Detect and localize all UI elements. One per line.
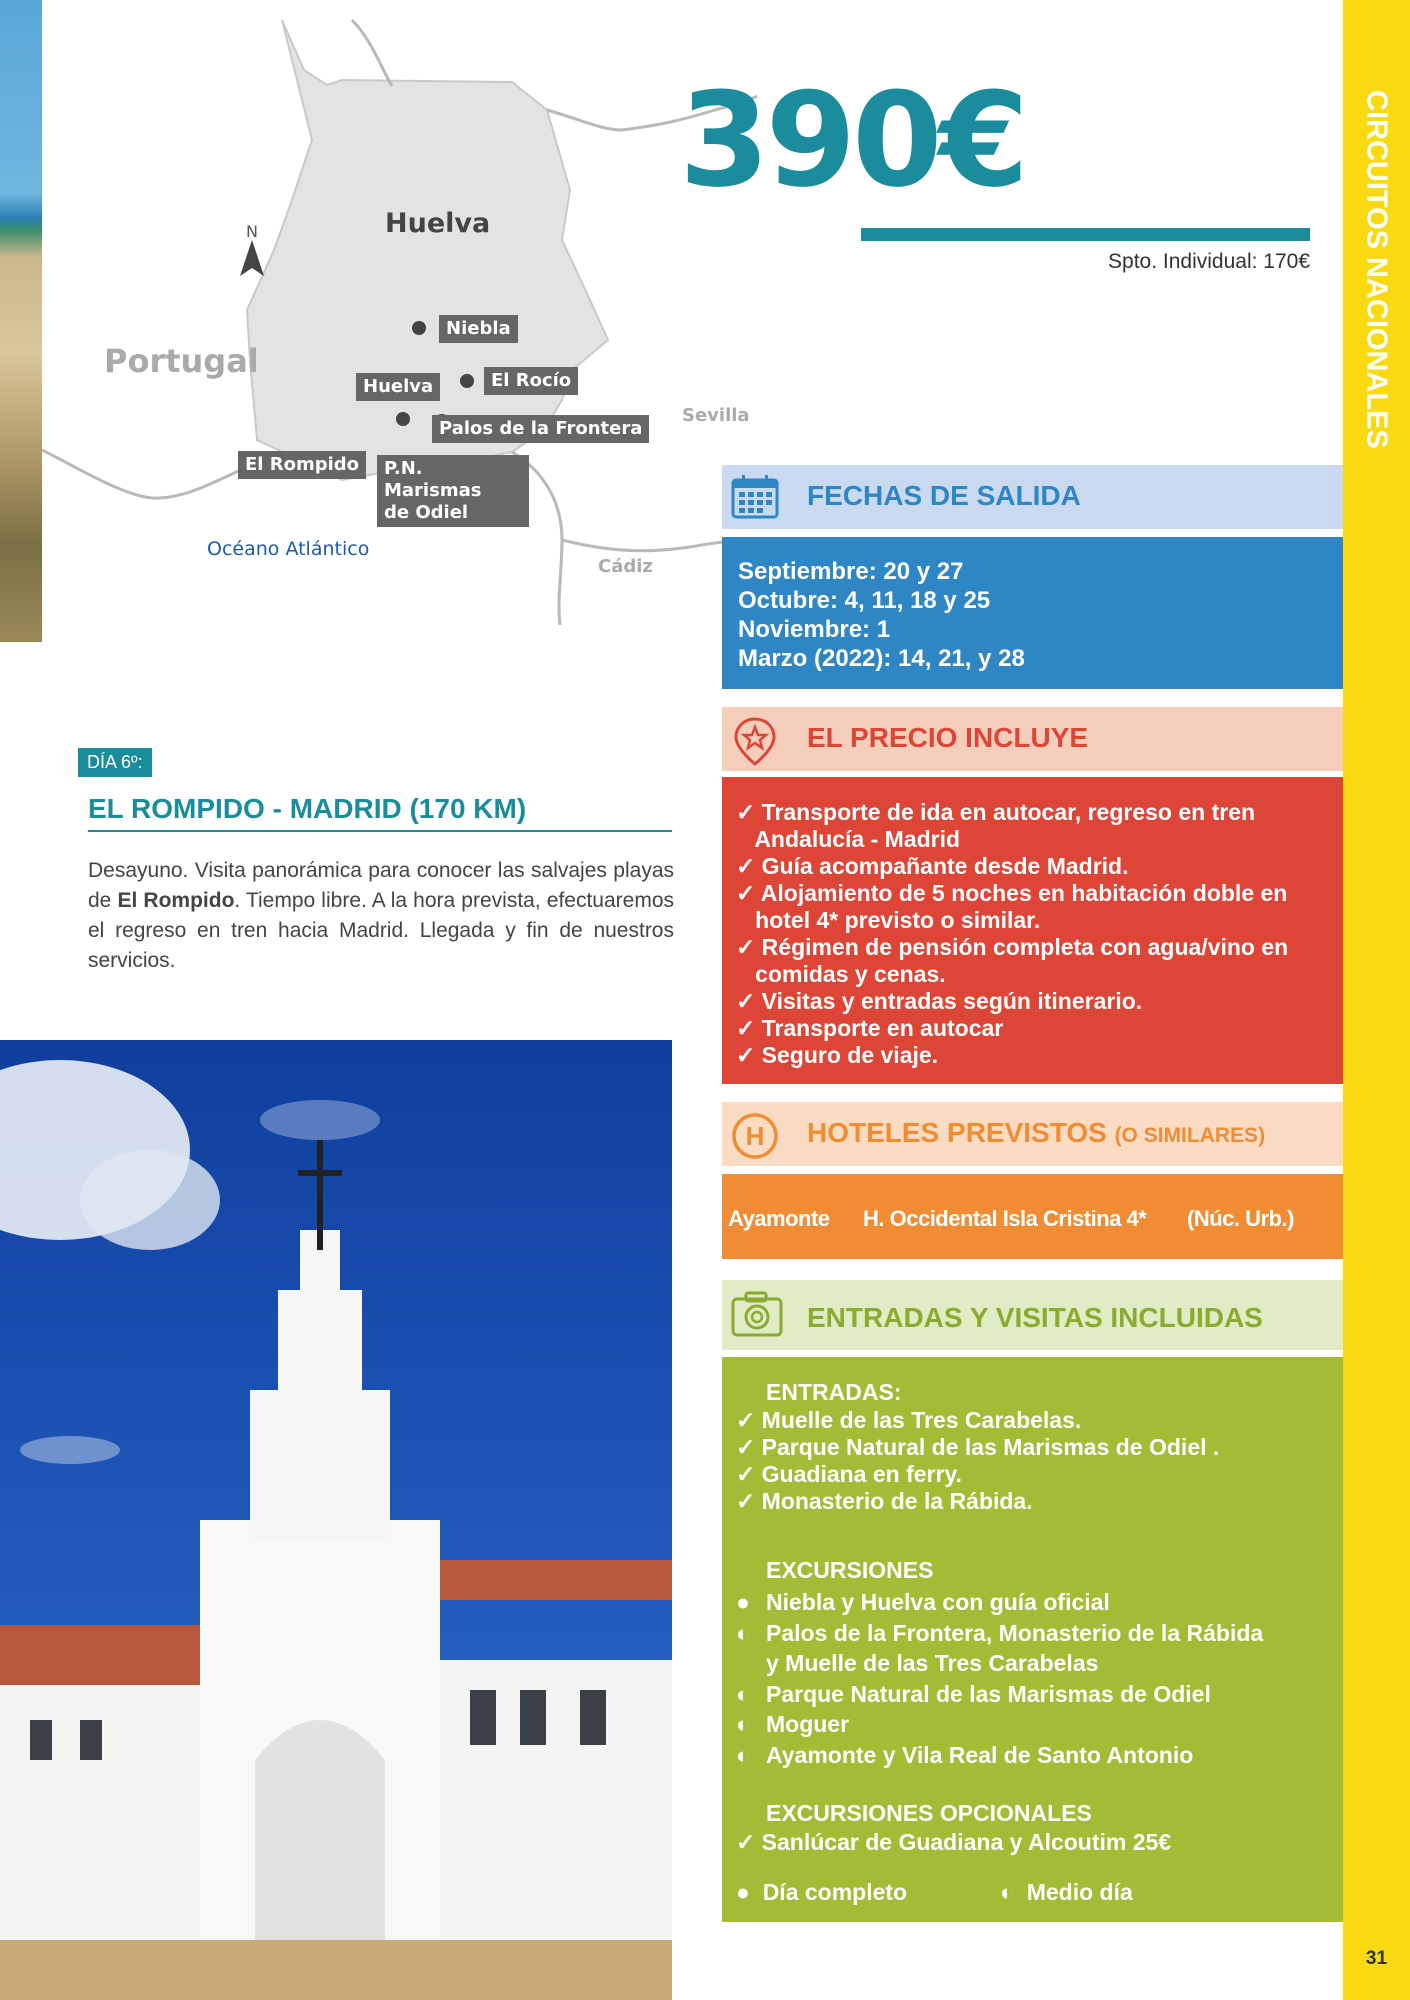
incluye-line: ✓ Régimen de pensión completa con agua/vino en <box>736 934 1289 960</box>
legend-half-label: Medio día <box>1026 1879 1133 1905</box>
incluye-line: ✓ Transporte de ida en autocar, regreso en tren <box>736 799 1256 825</box>
hoteles-box <box>722 1174 1343 1259</box>
incluye-line: comidas y cenas. <box>736 961 946 987</box>
incluye-line: Andalucía - Madrid <box>736 826 961 852</box>
fechas-line: Noviembre: 1 <box>738 616 891 643</box>
entradas-title: ENTRADAS Y VISITAS INCLUIDAS <box>807 1302 1263 1333</box>
entradas-item-line: ✓ Parque Natural de las Marismas de Odiel . <box>736 1434 1220 1460</box>
opcionales-list <box>736 1829 1171 1856</box>
day-title: EL ROMPIDO - MADRID (170 KM) <box>88 793 527 824</box>
incluye-line: hotel 4* previsto o similar. <box>736 907 1041 933</box>
svg-text:H: H <box>745 1121 765 1151</box>
excursion-item <box>736 1679 1263 1710</box>
excursion-text: Palos de la Frontera, Monasterio de la Rábida <box>766 1619 1264 1646</box>
fechas-box <box>722 537 1343 689</box>
excursion-text: Niebla y Huelva con guía oficial <box>766 1589 1110 1615</box>
map-place-palos: Palos de la Frontera <box>432 415 649 443</box>
map-sevilla-label: Sevilla <box>682 405 750 426</box>
incluye-line: ✓ Alojamiento de 5 noches en habitación doble en <box>736 880 1288 906</box>
section-label: CIRCUITOS NACIONALES <box>1360 90 1393 449</box>
price-amount: 390€ <box>679 64 1025 216</box>
excursion-text: y Muelle de las Tres Carabelas <box>766 1650 1099 1676</box>
half-day-icon: ◐ <box>736 1711 750 1737</box>
fechas-line: Septiembre: 20 y 27 <box>738 558 964 585</box>
entradas-item-line: ✓ Guadiana en ferry. <box>736 1461 962 1487</box>
calendar-icon <box>730 474 780 520</box>
day-text-after: . Tiempo libre. A la hora prevista, efectuaremos el regreso en tren hacia Madrid. Llegada y fin de nuestros servicios. <box>88 889 674 972</box>
hoteles-title-small: (O SIMILARES) <box>1114 1124 1266 1147</box>
excursion-item <box>736 1740 1263 1771</box>
hotel-name: H. Occidental Isla Cristina 4* <box>863 1206 1147 1231</box>
hoteles-title-wrap <box>807 1117 1265 1149</box>
day-badge: DÍA 6º: <box>78 748 152 777</box>
map-ocean-label: Océano Atlántico <box>207 538 370 560</box>
north-label: N <box>246 222 258 241</box>
incluye-title: EL PRECIO INCLUYE <box>807 722 1089 753</box>
hoteles-title: HOTELES PREVISTOS <box>807 1117 1107 1148</box>
day-description <box>88 856 674 976</box>
half-day-icon: ◐ <box>736 1741 750 1768</box>
section-side-band <box>1343 0 1410 2000</box>
fechas-title: FECHAS DE SALIDA <box>807 480 1081 511</box>
page-number: 31 <box>1365 1948 1388 1969</box>
region-map <box>42 0 762 640</box>
day-title-rule <box>88 830 672 832</box>
church-illustration <box>0 1040 672 2000</box>
excursion-text: Moguer <box>766 1711 850 1737</box>
excursion-text: Ayamonte y Vila Real de Santo Antonio <box>766 1741 1194 1768</box>
excursion-item <box>736 1648 1263 1679</box>
map-place-el-rocio: El Rocío <box>484 367 578 395</box>
entradas-header <box>722 1280 1343 1350</box>
incluye-header <box>722 707 1343 771</box>
opcional-item-line: ✓ Sanlúcar de Guadiana y Alcoutim 25€ <box>736 1829 1172 1855</box>
fechas-header <box>722 465 1343 529</box>
beach-photo-strip <box>0 0 42 642</box>
excursion-item <box>736 1587 1263 1618</box>
map-region-label: Huelva <box>385 208 491 239</box>
hotel-city: Ayamonte <box>728 1206 830 1231</box>
single-supplement: Spto. Individual: 170€ <box>1108 250 1310 273</box>
map-place-pn-line2: de Odiel <box>384 502 469 523</box>
day-text-bold: El Rompido <box>117 889 235 912</box>
excursiones-heading: EXCURSIONES <box>766 1557 934 1583</box>
hotel-location: (Núc. Urb.) <box>1187 1206 1294 1231</box>
map-portugal-label: Portugal <box>104 342 259 380</box>
price-divider <box>861 228 1310 241</box>
fechas-line: Marzo (2022): 14, 21, y 28 <box>738 645 1025 672</box>
map-place-pn-marismas <box>377 455 529 527</box>
hotel-icon <box>730 1111 780 1157</box>
star-badge-icon <box>730 716 780 762</box>
church-photo <box>0 1040 672 2000</box>
map-place-huelva: Huelva <box>356 373 440 401</box>
map-place-niebla: Niebla <box>439 315 518 343</box>
half-day-icon: ◐ <box>736 1680 750 1707</box>
legend-full-day <box>736 1879 907 1906</box>
day-text-before: Desayuno. Visita panorámica para conocer las salvajes playas de <box>88 859 674 912</box>
half-day-icon: ◐ <box>1000 1879 1014 1905</box>
incluye-line: ✓ Visitas y entradas según itinerario. <box>736 988 1143 1014</box>
excursion-item <box>736 1618 1263 1649</box>
entradas-list <box>736 1407 1219 1515</box>
entradas-item-line: ✓ Monasterio de la Rábida. <box>736 1488 1033 1514</box>
full-day-icon: ● <box>736 1879 750 1905</box>
excursion-item <box>736 1709 1263 1740</box>
incluye-line: ✓ Guía acompañante desde Madrid. <box>736 853 1129 879</box>
entradas-heading: ENTRADAS: <box>766 1379 902 1405</box>
incluye-line: ✓ Seguro de viaje. <box>736 1042 939 1068</box>
legend-half-day <box>1000 1879 1133 1906</box>
entradas-box <box>722 1357 1343 1922</box>
opcionales-heading: EXCURSIONES OPCIONALES <box>766 1800 1092 1826</box>
map-cadiz-label: Cádiz <box>598 556 653 577</box>
fechas-line: Octubre: 4, 11, 18 y 25 <box>738 587 991 614</box>
camera-icon <box>730 1289 780 1335</box>
excursion-text: Parque Natural de las Marismas de Odiel <box>766 1680 1211 1707</box>
hoteles-header <box>722 1102 1343 1166</box>
map-shape <box>42 0 762 640</box>
legend-full-label: Día completo <box>762 1879 908 1905</box>
excursiones-list <box>736 1587 1263 1770</box>
incluye-box <box>722 777 1343 1084</box>
map-place-pn-line1: P.N. Marismas <box>384 458 482 501</box>
full-day-icon: ● <box>736 1589 750 1615</box>
incluye-line: ✓ Transporte en autocar <box>736 1015 1004 1041</box>
entradas-item-line: ✓ Muelle de las Tres Carabelas. <box>736 1407 1082 1433</box>
map-place-el-rompido: El Rompido <box>238 451 366 479</box>
half-day-icon: ◐ <box>736 1619 750 1646</box>
